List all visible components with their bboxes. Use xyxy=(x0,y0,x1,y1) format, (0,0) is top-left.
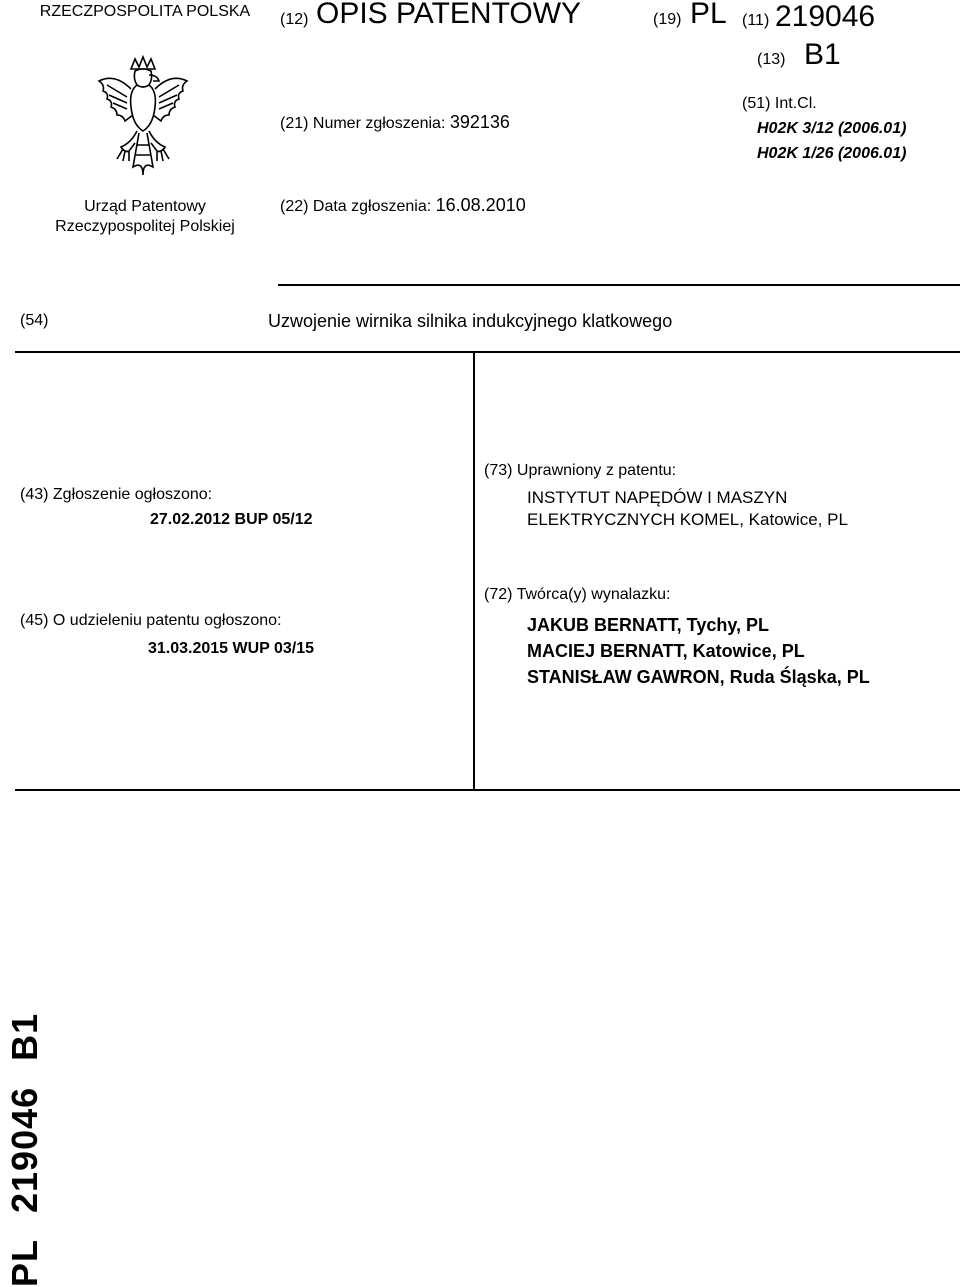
side-kind: B1 xyxy=(4,1012,45,1061)
kind-code: B1 xyxy=(804,38,841,71)
patent-office-name xyxy=(0,197,290,237)
grant-published-value: 31.03.2015 WUP 03/15 xyxy=(148,640,315,657)
patentee-line-1: INSTYTUT NAPĘDÓW I MASZYN xyxy=(527,488,788,507)
inventors-list xyxy=(527,612,870,690)
application-published-value: 27.02.2012 BUP 05/12 xyxy=(150,511,313,528)
field-19-code: (19) xyxy=(653,11,682,28)
side-country: PL xyxy=(4,1238,45,1287)
field-11-code: (11) xyxy=(742,12,770,29)
divider-title-bottom xyxy=(15,351,960,353)
patentee-line-2: ELEKTRYCZNYCH KOMEL, Katowice, PL xyxy=(527,510,848,529)
document-type-title: OPIS PATENTOWY xyxy=(316,0,582,30)
polish-eagle-emblem-icon xyxy=(93,55,193,180)
divider-top xyxy=(278,284,960,286)
country-name: RZECZPOSPOLITA POLSKA xyxy=(39,3,251,20)
inventor-3: STANISŁAW GAWRON, Ruda Śląska, PL xyxy=(527,667,870,687)
side-number: 219046 xyxy=(4,1086,45,1213)
application-number-label: (21) Numer zgłoszenia: xyxy=(280,115,446,132)
int-cl-class-2: H02K 1/26 (2006.01) xyxy=(757,145,907,162)
application-published-label: (43) Zgłoszenie ogłoszono: xyxy=(20,486,213,503)
application-date-value: 16.08.2010 xyxy=(435,195,526,215)
divider-vertical xyxy=(473,352,475,790)
country-code: PL xyxy=(690,0,727,30)
patentee-name xyxy=(527,487,848,531)
inventor-1: JAKUB BERNATT, Tychy, PL xyxy=(527,615,770,635)
inventor-2: MACIEJ BERNATT, Katowice, PL xyxy=(527,641,805,661)
invention-title: Uzwojenie wirnika silnika indukcyjnego klatkowego xyxy=(268,311,673,331)
application-date-label: (22) Data zgłoszenia: xyxy=(280,198,432,215)
field-54-code: (54) xyxy=(20,312,49,329)
application-number xyxy=(280,112,510,133)
office-line-2: Rzeczypospolitej Polskiej xyxy=(55,218,235,235)
int-cl-label: (51) Int.Cl. xyxy=(742,95,817,112)
patent-number: 219046 xyxy=(775,0,876,33)
application-date xyxy=(280,195,526,216)
patentee-label: (73) Uprawniony z patentu: xyxy=(484,462,677,479)
int-cl-class-1: H02K 3/12 (2006.01) xyxy=(757,120,907,137)
field-13-code: (13) xyxy=(757,51,786,68)
inventors-label: (72) Twórca(y) wynalazku: xyxy=(484,586,671,603)
grant-published-label: (45) O udzieleniu patentu ogłoszono: xyxy=(20,612,282,629)
side-patent-identifier xyxy=(4,1007,45,1287)
application-number-value: 392136 xyxy=(449,112,510,132)
office-line-1: Urząd Patentowy xyxy=(84,198,206,215)
divider-bottom xyxy=(15,789,960,791)
field-12-code: (12) xyxy=(280,11,309,28)
